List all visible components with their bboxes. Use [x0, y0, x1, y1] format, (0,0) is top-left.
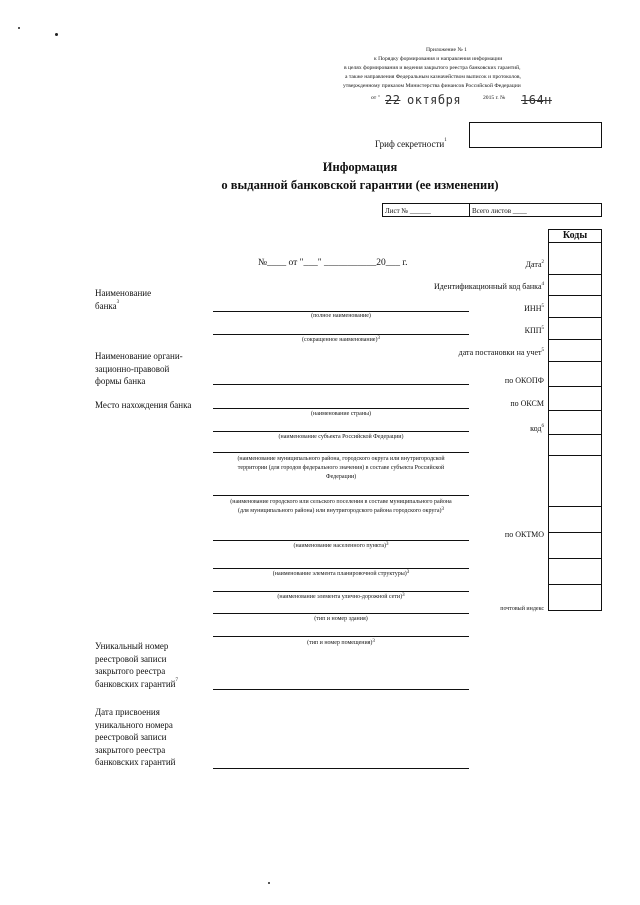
country-field[interactable] [213, 408, 469, 409]
code-sup: 6 [541, 424, 544, 429]
secrecy-label [375, 138, 447, 151]
appendix-line-5: утвержденному приказом Министерства финансов Российской Федерации [343, 83, 521, 89]
planning-sup: 3 [406, 570, 410, 575]
street-sup: 3 [402, 593, 405, 598]
reg-date-label-text: дата постановки на учет [458, 348, 542, 357]
planning-caption-text: (наименование элемента планировочной структуры) [272, 571, 407, 577]
short-name-caption [213, 336, 469, 345]
municipal-caption: (наименование муниципального района, городского округа или внутригородской территории (для городов федерального значения) в составе субъекта Российской Федерации) [237, 456, 445, 480]
room-sup: 3 [372, 639, 375, 644]
code-cell-reg-date[interactable] [549, 339, 601, 361]
okopf-label: по ОКОПФ [504, 376, 544, 385]
settlement-caption [228, 498, 454, 516]
code-cell-inn[interactable] [549, 295, 601, 317]
secrecy-sup: 1 [444, 138, 447, 143]
street-caption [213, 593, 469, 602]
total-sheets-box [469, 203, 602, 217]
bank-sup: 3 [116, 299, 120, 305]
appendix-line-3: в целях формирования и ведения закрытого реестра банковских гарантий, [344, 65, 521, 71]
registry-date-label: Дата присвоения уникального номера реестровой записи закрытого реестра банковских гарантий [95, 707, 176, 767]
title-line-1: Информация [322, 160, 398, 174]
room-caption [213, 639, 469, 648]
short-name-caption-text: (сокращенное наименование) [302, 337, 378, 343]
reg-date-sup: 5 [541, 348, 544, 353]
date-month: октября [407, 93, 462, 107]
location-label: Место нахождения банка [95, 400, 192, 410]
title-line-2: о выданной банковской гарантии (ее изменении) [221, 178, 499, 192]
code-cell-oktmo-2[interactable] [549, 455, 601, 506]
code-cell-oktmo-4[interactable] [549, 532, 601, 558]
codes-table [548, 229, 602, 611]
bank-id-label [434, 282, 544, 292]
secrecy-label-text: Гриф секретности [375, 139, 445, 149]
registry-number-sup: 7 [175, 677, 178, 683]
settlement-sup: 3 [441, 507, 444, 512]
locality-sup: 3 [386, 542, 389, 547]
code-cell-oktmo-1[interactable] [549, 434, 601, 455]
date-prefix: от " [371, 95, 380, 101]
sheet-number-box [382, 203, 470, 217]
oksm-label: по ОКСМ [510, 399, 544, 408]
street-caption-text: (наименование элемента улично-дорожной сети) [277, 594, 403, 600]
inn-label-text: ИНН [524, 304, 542, 313]
registry-number-label [95, 640, 195, 690]
bank-label [95, 287, 175, 312]
number-date-line: №____ от "___" ___________20___ г. [258, 258, 408, 268]
locality-field[interactable] [213, 540, 469, 541]
kpp-label-text: КПП [524, 326, 542, 335]
scan-dot [18, 27, 20, 29]
oktmo-label: по ОКТМО [504, 530, 544, 539]
settlement-field[interactable] [213, 495, 469, 496]
code-label-text: код [530, 424, 542, 433]
short-name-sup: 3 [377, 336, 380, 341]
kpp-label [525, 326, 544, 336]
code-cell-oktmo-5[interactable] [549, 558, 601, 584]
bank-label-text: Наименование банка [95, 288, 152, 311]
date-label [526, 260, 544, 270]
inn-sup: 5 [541, 304, 544, 309]
page-title [180, 158, 540, 194]
bank-id-sup: 4 [541, 282, 544, 287]
code-cell-code[interactable] [549, 410, 601, 434]
settlement-caption-text: (наименование городского или сельского поселения в составе муниципального района (для муниципального района) или внутригородского района городского округа) [230, 499, 452, 514]
appendix-line-1: Приложение № 1 [426, 47, 467, 53]
codes-header: Коды [562, 230, 588, 241]
country-caption: (наименование страны) [310, 411, 372, 417]
subject-field[interactable] [213, 431, 469, 432]
building-caption: (тип и номер здания) [314, 616, 368, 622]
reg-date-label [459, 348, 544, 358]
code-cell-postal[interactable] [549, 584, 601, 610]
building-field[interactable] [213, 613, 469, 614]
planning-caption [213, 570, 469, 579]
registry-number-field[interactable] [213, 689, 469, 690]
scan-dot [55, 33, 58, 36]
secrecy-box[interactable] [469, 122, 602, 148]
short-name-field[interactable] [213, 334, 469, 335]
room-caption-text: (тип и номер помещения) [307, 640, 373, 646]
appendix-date-line [371, 91, 561, 109]
code-cell-okopf[interactable] [549, 361, 601, 386]
code-cell-oktmo-3[interactable] [549, 506, 601, 532]
street-field[interactable] [213, 591, 469, 592]
code-cell-oksm[interactable] [549, 386, 601, 410]
inn-label [524, 304, 544, 314]
planning-field[interactable] [213, 568, 469, 569]
appendix-line-2: к Порядку формирования и направления информации [374, 56, 503, 62]
postal-label: почтовый индекс [500, 606, 544, 612]
order-number: 164н [521, 93, 552, 107]
municipal-field[interactable] [213, 452, 469, 453]
org-form-field[interactable] [213, 384, 469, 385]
full-name-caption: (полное наименование) [311, 313, 371, 319]
locality-caption-text: (наименование населенного пункта) [293, 543, 387, 549]
locality-caption [213, 542, 469, 551]
kpp-sup: 5 [541, 326, 544, 331]
appendix-line-4: а также направления Федеральным казначейством выписок и протоколов, [345, 74, 521, 80]
date-year: 2015 г. № [483, 95, 506, 101]
code-cell-bank-id[interactable] [549, 274, 601, 295]
org-form-label: Наименование органи-зационно-правовой формы банка [95, 351, 183, 386]
date-day: 22 [385, 93, 401, 107]
sheet-label: Лист № ______ [385, 207, 431, 215]
code-cell-date[interactable] [549, 242, 601, 274]
code-cell-kpp[interactable] [549, 317, 601, 339]
code-label [530, 424, 544, 434]
room-field[interactable] [213, 636, 469, 637]
bank-id-label-text: Идентификационный код банка [433, 282, 542, 291]
total-sheets-label: Всего листов ____ [472, 207, 527, 215]
date-label-text: Дата [525, 260, 542, 269]
scan-dot [268, 882, 270, 884]
subject-caption: (наименование субъекта Российской Федерации) [278, 434, 404, 440]
registry-number-label-text: Уникальный номер реестровой записи закрытого реестра банковских гарантий [95, 641, 176, 689]
registry-date-field[interactable] [213, 768, 469, 769]
date-sup: 2 [541, 260, 544, 265]
